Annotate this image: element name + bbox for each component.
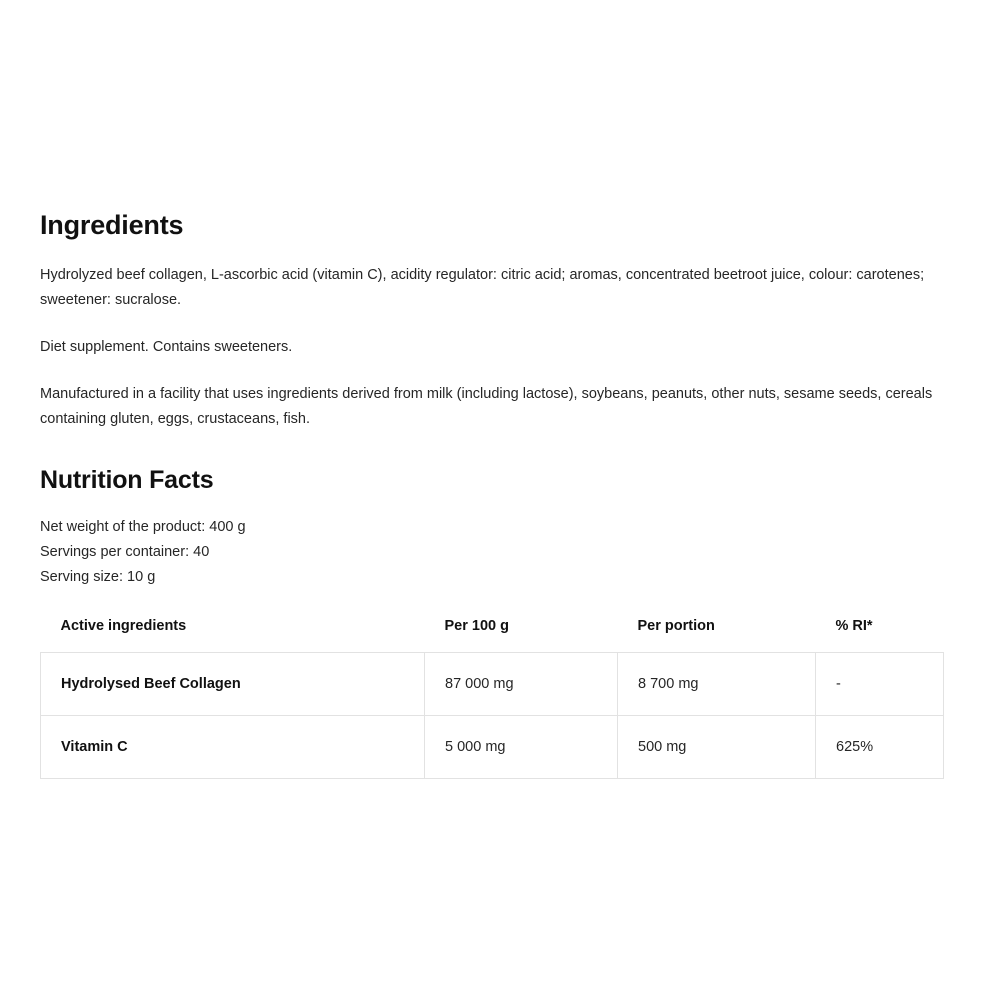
serving-info [40,515,944,590]
ingredient-per-portion: 500 mg [618,716,816,779]
nutrition-facts-heading: Nutrition Facts [40,466,214,494]
column-header-per-100g: Per 100 g [444,618,509,634]
table-row [41,716,944,779]
ingredient-per-100g: 87 000 mg [425,653,618,716]
ingredient-ri: 625% [816,716,944,779]
net-weight-line: Net weight of the product: 400 g [40,519,246,535]
ingredients-paragraph: Hydrolyzed beef collagen, L-ascorbic acid (vitamin C), acidity regulator: citric acid; aromas, concentrated beetroot juice, colour: carotenes; sweetener: sucralose. [40,267,925,308]
supplement-note-paragraph: Diet supplement. Contains sweeteners. [40,339,293,355]
allergen-note-paragraph: Manufactured in a facility that uses ingredients derived from milk (including lactose), soybeans, peanuts, other nuts, sesame seeds, cereals containing gluten, eggs, crustaceans, fish. [40,386,933,427]
column-header-ri: % RI* [835,618,873,634]
serving-size-line: Serving size: 10 g [40,569,156,585]
ingredient-name: Hydrolysed Beef Collagen [41,653,425,716]
ingredient-name: Vitamin C [41,716,425,779]
ingredient-per-portion: 8 700 mg [618,653,816,716]
nutrition-table [40,612,944,779]
table-row [41,653,944,716]
nutrition-table-body [41,653,944,779]
ingredient-ri: - [816,653,944,716]
column-header-per-portion: Per portion [637,618,715,634]
ingredients-heading: Ingredients [40,210,184,240]
ingredient-per-100g: 5 000 mg [425,716,618,779]
column-header-active-ingredients: Active ingredients [60,618,187,634]
table-header-row [41,612,944,653]
nutrition-table-head [41,612,944,653]
servings-per-container-line: Servings per container: 40 [40,544,210,560]
